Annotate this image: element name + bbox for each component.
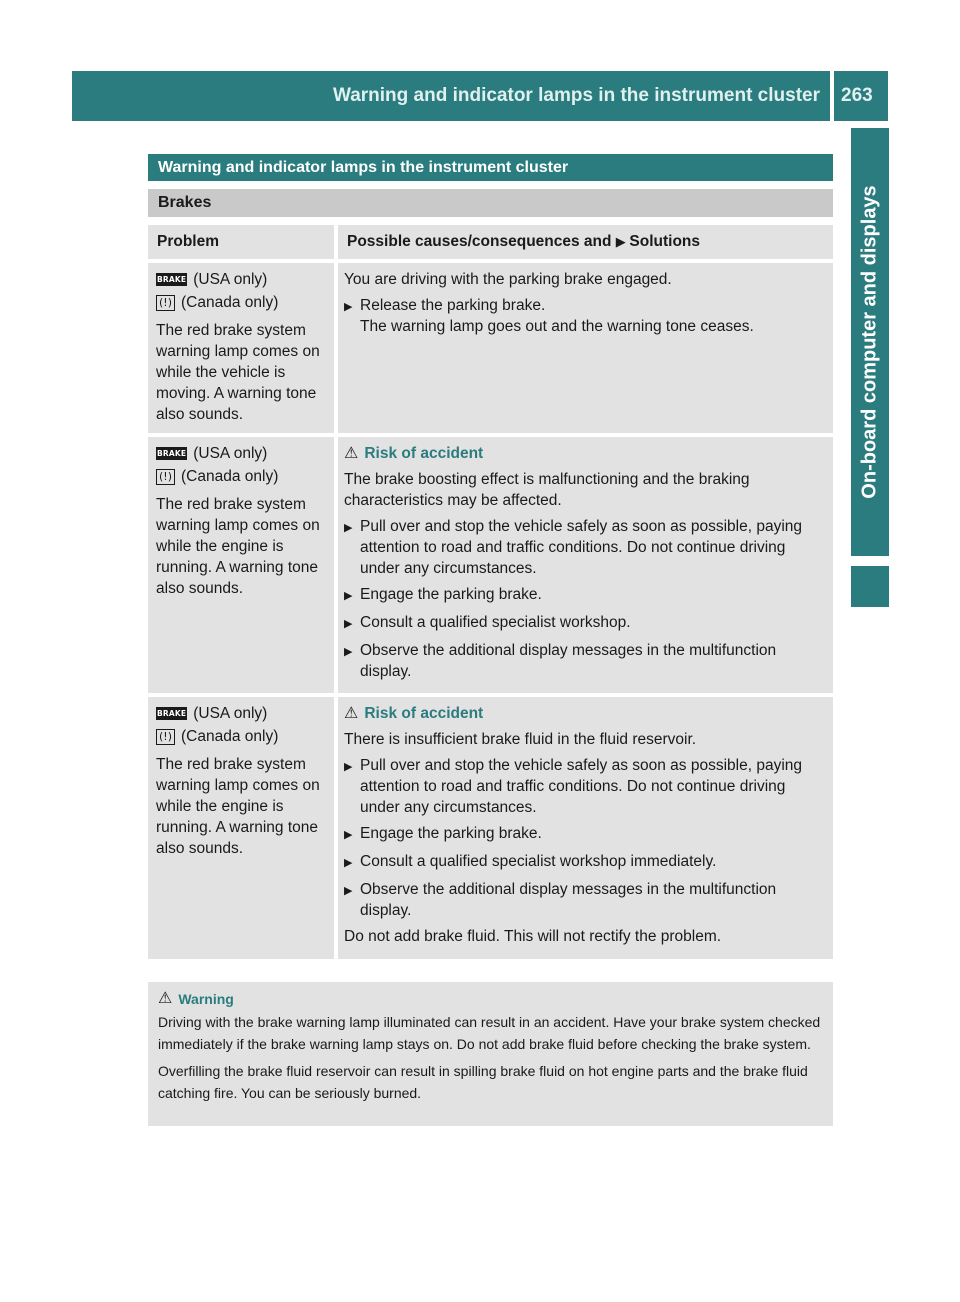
step-text: Engage the parking brake.	[360, 586, 542, 603]
step-text: Pull over and stop the vehicle safely as soon as possible, paying attention to road and traffic conditions. Do not continue driving under any circumstances.	[360, 518, 803, 577]
step-text: Observe the additional display messages in the multifunction display.	[360, 881, 777, 919]
chapter-side-tab-label: On-board computer and displays	[858, 185, 881, 499]
step-arrow-icon: ▶	[344, 590, 353, 602]
page-header-title: Warning and indicator lamps in the instrument cluster	[332, 85, 820, 106]
problem-description: The red brake system warning lamp comes on while the engine is running. A warning tone also sounds.	[156, 756, 320, 857]
warning-triangle-icon: ⚠	[344, 444, 359, 462]
symbol-line-canada	[156, 726, 329, 747]
solution-step	[344, 879, 829, 921]
step-text: Release the parking brake.	[360, 297, 546, 314]
symbol-label-usa: (USA only)	[193, 705, 268, 722]
table-row	[148, 697, 833, 959]
step-text: Pull over and stop the vehicle safely as soon as possible, paying attention to road and traffic conditions. Do not continue driving under any circumstances.	[360, 757, 803, 816]
symbol-label-canada: (Canada only)	[181, 294, 279, 311]
cause-text: The brake boosting effect is malfunctioning and the braking characteristics may be affected.	[344, 471, 750, 509]
problem-cell	[148, 263, 334, 433]
solution-step	[344, 755, 829, 818]
solution-cell	[338, 437, 833, 693]
step-arrow-icon: ▶	[344, 301, 353, 313]
problem-cell	[148, 437, 334, 693]
symbol-label-usa: (USA only)	[193, 271, 268, 288]
symbol-label-canada: (Canada only)	[181, 728, 279, 745]
chapter-side-marker	[851, 566, 889, 607]
solution-step	[344, 823, 829, 846]
symbol-line-usa	[156, 269, 329, 290]
step-text: Engage the parking brake.	[360, 825, 542, 842]
symbol-line-canada	[156, 466, 329, 487]
cause-text: There is insufficient brake fluid in the fluid reservoir.	[344, 731, 697, 748]
solution-step	[344, 612, 829, 635]
brake-warning-icon: BRAKE	[157, 449, 187, 458]
warning-triangle-icon: ⚠	[344, 704, 359, 722]
step-arrow-icon: ▶	[344, 857, 353, 869]
problem-description: The red brake system warning lamp comes on while the engine is running. A warning tone also sounds.	[156, 496, 320, 597]
cause-text: You are driving with the parking brake engaged.	[344, 271, 672, 288]
symbol-line-canada	[156, 292, 329, 313]
warning-paragraph: Driving with the brake warning lamp illuminated can result in an accident. Have your brake system checked immediately if the brake warning lamp stays on. Do not add brake fluid before checking the brake system.	[158, 1013, 821, 1052]
warning-triangle-icon: ⚠	[158, 990, 173, 1008]
play-arrow-icon: ▶	[615, 234, 630, 249]
step-arrow-icon: ▶	[344, 829, 353, 841]
column-header-causes-label: Possible causes/consequences and	[347, 233, 612, 250]
risk-title: Risk of accident	[364, 705, 484, 722]
symbol-label-canada: (Canada only)	[181, 468, 279, 485]
risk-heading	[344, 443, 829, 464]
step-result-text: The warning lamp goes out and the warning tone ceases.	[360, 318, 754, 335]
chapter-side-tab	[851, 128, 889, 556]
note-text: Do not add brake fluid. This will not rectify the problem.	[344, 928, 722, 945]
problem-description: The red brake system warning lamp comes on while the vehicle is moving. A warning tone also sounds.	[156, 322, 320, 423]
symbol-line-usa	[156, 443, 329, 464]
section-title: Warning and indicator lamps in the instrument cluster	[148, 154, 833, 181]
solution-step	[344, 516, 829, 579]
step-text: Consult a qualified specialist workshop immediately.	[360, 853, 717, 870]
step-arrow-icon: ▶	[344, 646, 353, 658]
page-number-box	[834, 71, 888, 121]
subsection-title: Brakes	[148, 189, 833, 217]
step-text: Consult a qualified specialist workshop.	[360, 614, 631, 631]
brake-circle-icon: (!)	[156, 469, 175, 485]
column-header-problem: Problem	[148, 225, 334, 259]
warning-heading	[158, 988, 827, 1011]
solution-step	[344, 584, 829, 607]
table-row	[148, 437, 833, 693]
risk-title: Risk of accident	[364, 445, 484, 462]
brake-warning-icon: BRAKE	[157, 275, 187, 284]
column-header-solutions-label: Solutions	[629, 233, 701, 250]
step-arrow-icon: ▶	[344, 522, 353, 534]
solution-step	[344, 640, 829, 682]
symbol-line-usa	[156, 703, 329, 724]
problem-cell	[148, 697, 334, 959]
page-number: 263	[841, 85, 873, 106]
step-arrow-icon: ▶	[344, 761, 353, 773]
warning-paragraph: Overfilling the brake fluid reservoir can result in spilling brake fluid on hot engine parts and the brake fluid catching fire. You can be seriously burned.	[158, 1062, 808, 1101]
column-header-causes	[338, 225, 833, 259]
solution-step	[344, 851, 829, 874]
symbol-label-usa: (USA only)	[193, 445, 268, 462]
brake-circle-icon: (!)	[156, 729, 175, 745]
solution-step	[344, 295, 829, 337]
warning-box	[148, 982, 833, 1126]
risk-heading	[344, 703, 829, 724]
brake-circle-icon: (!)	[156, 295, 175, 311]
step-text: Observe the additional display messages in the multifunction display.	[360, 642, 777, 680]
table-header	[148, 225, 833, 259]
page-header-bar	[72, 71, 830, 121]
warning-title: Warning	[178, 991, 234, 1007]
table-row	[148, 263, 833, 433]
step-arrow-icon: ▶	[344, 885, 353, 897]
step-arrow-icon: ▶	[344, 618, 353, 630]
solution-cell	[338, 697, 833, 959]
solution-cell	[338, 263, 833, 433]
brake-warning-icon: BRAKE	[157, 709, 187, 718]
